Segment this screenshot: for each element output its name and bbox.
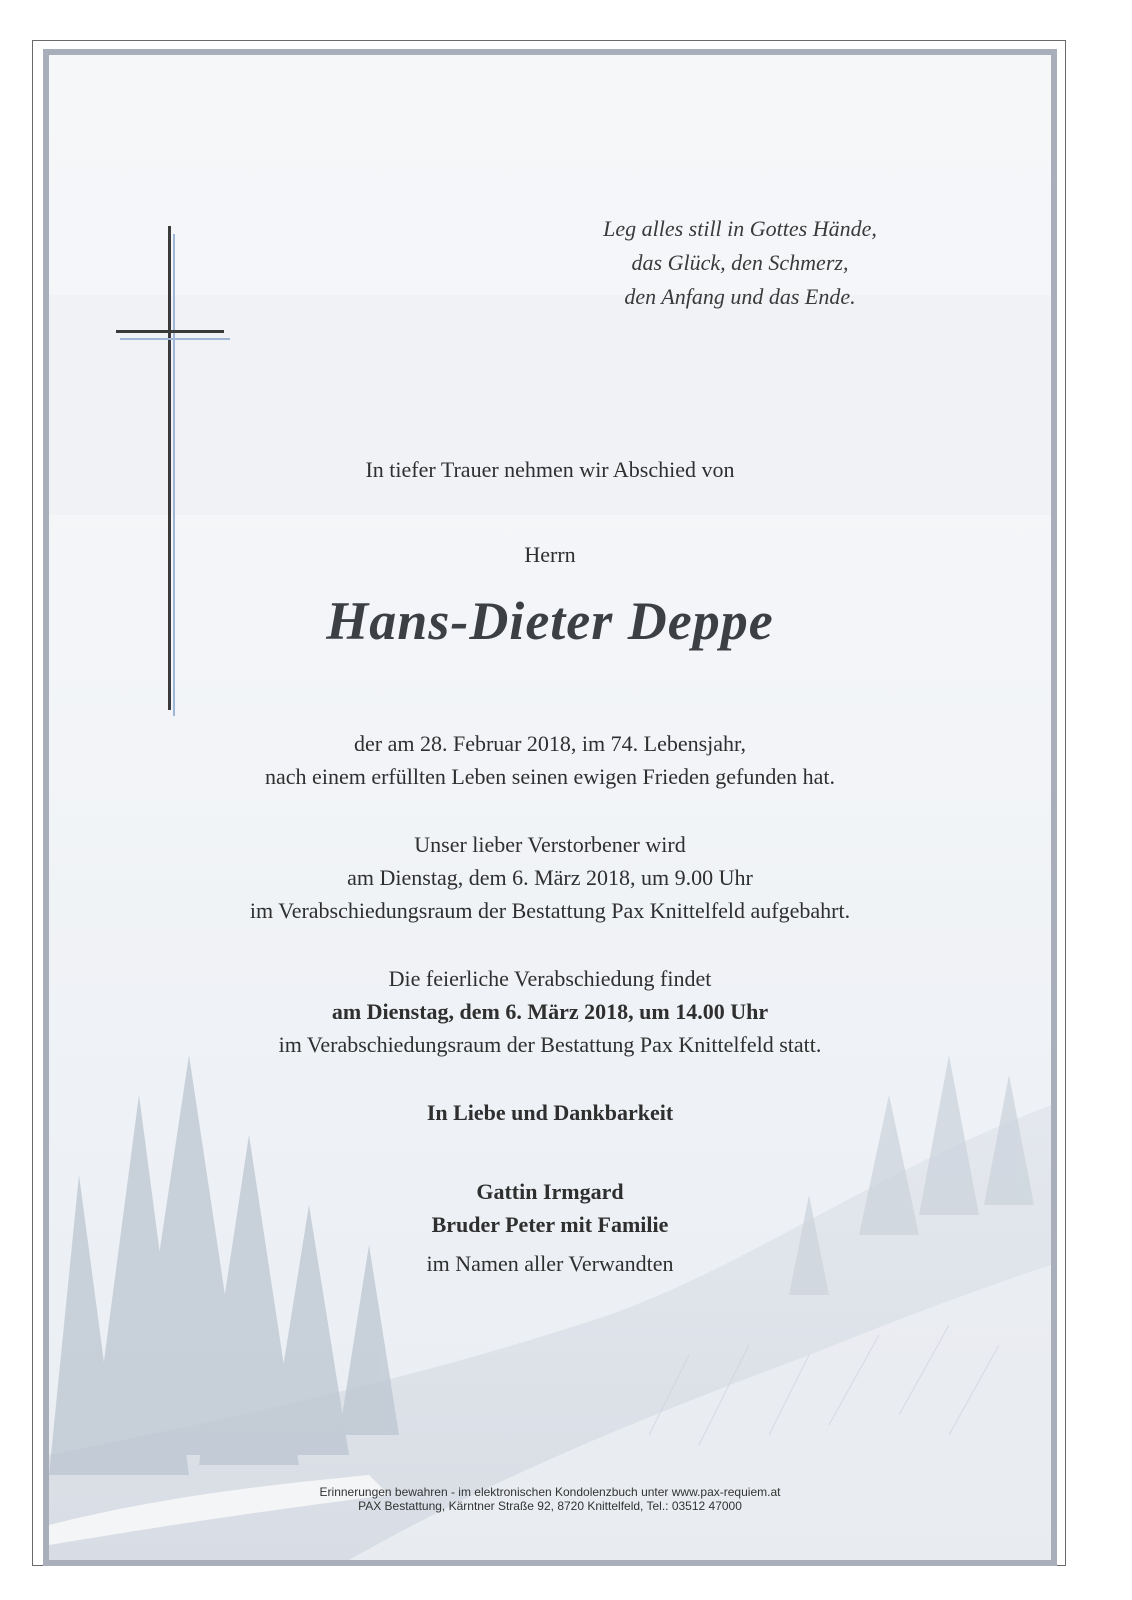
paragraph-line: der am 28. Februar 2018, im 74. Lebensjahr, xyxy=(354,731,746,756)
footer-address: PAX Bestattung, Kärntner Straße 92, 8720 Knittelfeld, Tel.: 03512 47000 xyxy=(358,1499,742,1513)
quote-line: Leg alles still in Gottes Hände, xyxy=(603,216,877,241)
salutation: Herrn xyxy=(524,542,576,567)
intro-text: In tiefer Trauer nehmen wir Abschied von xyxy=(365,457,735,482)
paragraph-line: am Dienstag, dem 6. März 2018, um 9.00 Uhr xyxy=(347,865,753,890)
paragraph-line: Unser lieber Verstorbener wird xyxy=(414,832,686,857)
mourners-list xyxy=(120,1175,980,1280)
farewell-date: am Dienstag, dem 6. März 2018, um 14.00 Uhr xyxy=(331,999,769,1024)
deceased-name: Hans-Dieter Deppe xyxy=(326,591,774,651)
footer xyxy=(150,1485,950,1513)
mourner-brother: Bruder Peter mit Familie xyxy=(431,1212,669,1237)
paragraph-line: Die feierliche Verabschiedung findet xyxy=(388,966,712,991)
farewell-paragraph xyxy=(120,962,980,1061)
mourner-spouse: Gattin Irmgard xyxy=(476,1179,624,1204)
viewing-paragraph xyxy=(120,828,980,927)
bible-quote xyxy=(520,212,960,314)
quote-line: den Anfang und das Ende. xyxy=(624,284,856,309)
mourner-relatives: im Namen aller Verwandten xyxy=(426,1251,674,1276)
footer-line: Erinnerungen bewahren - im elektronischen Kondolenzbuch unter www.pax-requiem.at xyxy=(319,1485,781,1499)
quote-line: das Glück, den Schmerz, xyxy=(631,250,849,275)
closing-text: In Liebe und Dankbarkeit xyxy=(426,1100,674,1125)
paragraph-line: im Verabschiedungsraum der Bestattung Pax Knittelfeld aufgebahrt. xyxy=(249,898,851,923)
paragraph-line: nach einem erfüllten Leben seinen ewigen Frieden gefunden hat. xyxy=(265,764,835,789)
paragraph-line: im Verabschiedungsraum der Bestattung Pax Knittelfeld statt. xyxy=(278,1032,822,1057)
death-paragraph xyxy=(120,727,980,793)
